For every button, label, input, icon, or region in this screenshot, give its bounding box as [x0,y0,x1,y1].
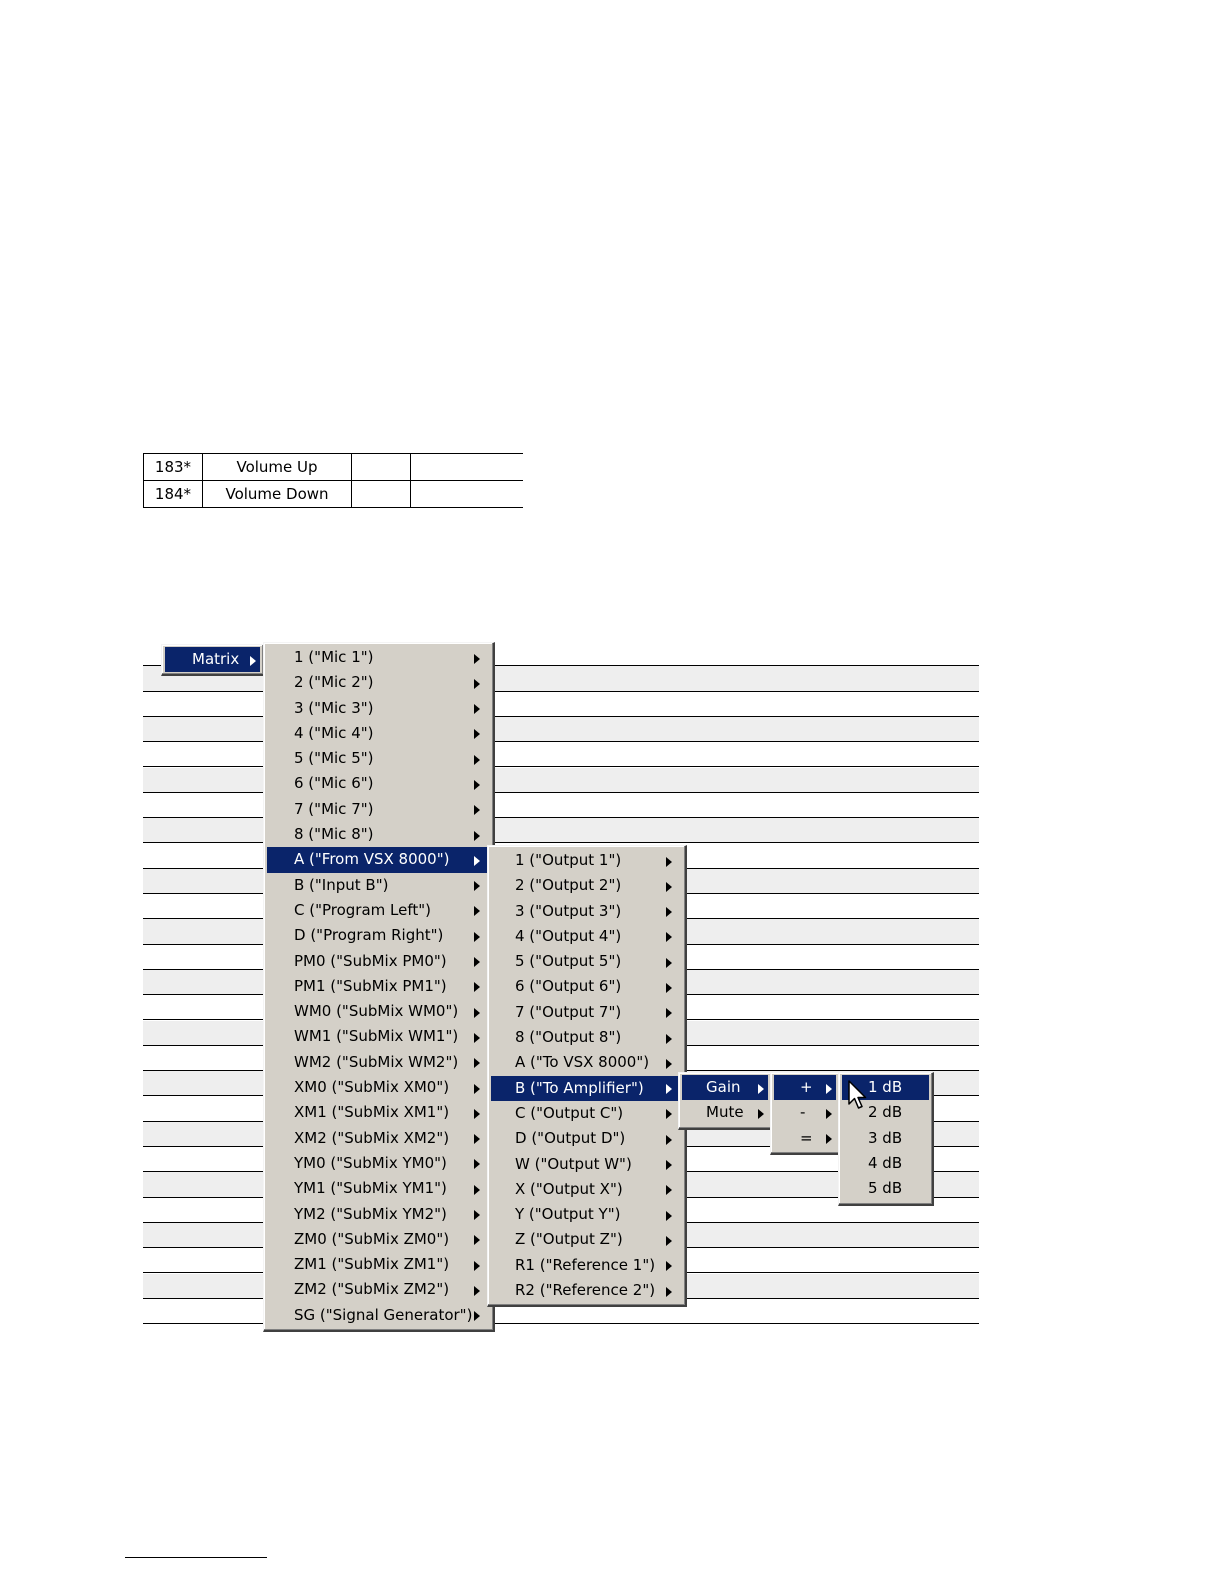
submenu-arrow-icon [666,1135,672,1145]
menu-item[interactable] [267,1075,490,1100]
submenu-arrow-icon [474,780,480,790]
submenu-arrow-icon [474,1033,480,1043]
parameter-menu [678,1072,773,1130]
table-row [144,481,524,508]
menu-item[interactable] [842,1151,929,1176]
submenu-arrow-icon [666,1160,672,1170]
menu-item[interactable] [774,1126,836,1151]
menu-item-label: 1 ("Mic 1") [294,648,374,666]
submenu-arrow-icon [474,1109,480,1119]
menu-item-label: - [800,1103,806,1122]
submenu-arrow-icon [666,1287,672,1297]
submenu-arrow-icon [826,1134,832,1144]
menu-item[interactable] [491,899,682,924]
command-table [143,453,523,508]
menu-item-label: + [800,1078,813,1096]
submenu-arrow-icon [474,1311,480,1321]
command-label: Volume Up [203,454,352,481]
footnote-separator [125,1557,267,1558]
menu-item-label: D ("Output D") [515,1129,626,1148]
submenu-arrow-icon [666,958,672,968]
submenu-arrow-icon [474,1008,480,1018]
submenu-arrow-icon [474,881,480,891]
menu-item-label: 4 ("Mic 4") [294,723,374,742]
input-channel-menu [263,642,495,1332]
menu-item[interactable] [267,1176,490,1201]
menu-item[interactable] [842,1176,929,1201]
menu-item-label: Gain [706,1078,741,1096]
menu-item-label: R2 ("Reference 2") [515,1281,656,1300]
menu-item[interactable] [267,898,490,923]
menu-item[interactable] [267,670,490,695]
submenu-arrow-icon [474,1286,480,1296]
menu-item-label: 2 dB [868,1103,903,1122]
menu-item-label: WM0 ("SubMix WM0") [294,1002,459,1021]
menu-item-label: SG ("Signal Generator") [294,1305,473,1324]
menu-item[interactable] [842,1126,929,1151]
menu-item[interactable] [491,873,682,898]
operator-menu [770,1072,841,1155]
menu-item[interactable] [491,974,682,999]
menu-item-label: YM0 ("SubMix YM0") [294,1153,447,1172]
menu-item[interactable] [491,1126,682,1151]
submenu-arrow-icon [826,1084,832,1094]
command-code: 184* [144,481,203,508]
menu-item[interactable] [491,1050,682,1075]
mouse-pointer-icon [848,1080,870,1112]
submenu-arrow-icon [666,882,672,892]
menu-item[interactable] [267,847,490,872]
submenu-arrow-icon [474,805,480,815]
submenu-arrow-icon [474,679,480,689]
submenu-arrow-icon [666,1211,672,1221]
submenu-arrow-icon [474,1084,480,1094]
menu-item-label: 2 ("Output 2") [515,876,622,895]
submenu-arrow-icon [666,983,672,993]
menu-item[interactable] [267,1024,490,1049]
submenu-arrow-icon [666,932,672,942]
submenu-arrow-icon [474,932,480,942]
menu-item-label: 3 dB [868,1128,903,1147]
menu-item[interactable] [267,1126,490,1151]
submenu-arrow-icon [474,704,480,714]
menu-item-label: Matrix [192,650,240,668]
submenu-arrow-icon [826,1109,832,1119]
menu-item[interactable] [165,647,260,672]
menu-item[interactable] [267,1227,490,1252]
menu-item[interactable] [267,1050,490,1075]
menu-item[interactable] [491,924,682,949]
menu-item-label: A ("To VSX 8000") [515,1053,650,1072]
menu-item[interactable] [267,949,490,974]
menu-item[interactable] [491,1177,682,1202]
menu-item-label: 4 ("Output 4") [515,926,622,945]
menu-item[interactable] [267,746,490,771]
menu-item-label: 4 dB [868,1153,903,1172]
submenu-arrow-icon [666,1008,672,1018]
menu-item-label: WM1 ("SubMix WM1") [294,1027,459,1046]
menu-item[interactable] [267,721,490,746]
menu-item[interactable] [267,1303,490,1328]
submenu-arrow-icon [474,1159,480,1169]
menu-item[interactable] [267,1151,490,1176]
menu-item-label: PM0 ("SubMix PM0") [294,951,447,970]
submenu-arrow-icon [474,831,480,841]
menu-item[interactable] [491,1253,682,1278]
submenu-arrow-icon [758,1084,764,1094]
menu-item[interactable] [491,949,682,974]
menu-item-label: 8 ("Output 8") [515,1028,622,1047]
menu-item-label: ZM1 ("SubMix ZM1") [294,1255,450,1274]
submenu-arrow-icon [474,1185,480,1195]
menu-item[interactable] [267,974,490,999]
menu-item[interactable] [267,771,490,796]
menu-item-label: D ("Program Right") [294,926,444,945]
menu-item-label: WM2 ("SubMix WM2") [294,1052,459,1071]
menu-item[interactable] [491,848,682,873]
submenu-arrow-icon [474,1210,480,1220]
submenu-arrow-icon [758,1109,764,1119]
menu-item[interactable] [267,873,490,898]
menu-item-label: XM0 ("SubMix XM0") [294,1078,450,1097]
submenu-arrow-icon [666,857,672,867]
submenu-arrow-icon [666,1084,672,1094]
menu-item-label: W ("Output W") [515,1154,632,1173]
menu-item-label: 2 ("Mic 2") [294,673,374,692]
menu-item-label: = [800,1128,813,1147]
menu-item-label: YM2 ("SubMix YM2") [294,1204,447,1223]
submenu-arrow-icon [666,1034,672,1044]
submenu-arrow-icon [474,654,480,664]
submenu-arrow-icon [474,1058,480,1068]
menu-item-label: Y ("Output Y") [515,1205,621,1224]
menu-item[interactable] [267,822,490,847]
command-code: 183* [144,454,203,481]
menu-item[interactable] [267,1202,490,1227]
root-menu [161,644,265,676]
menu-item-label: 3 ("Output 3") [515,901,622,920]
submenu-arrow-icon [666,1059,672,1069]
menu-item[interactable] [267,1252,490,1277]
table-row [144,454,524,481]
submenu-arrow-icon [474,957,480,967]
menu-item-label: 1 dB [868,1078,903,1096]
menu-item-label: B ("Input B") [294,875,389,894]
menu-item[interactable] [491,1101,682,1126]
menu-item-label: 5 dB [868,1179,903,1198]
menu-item-label: YM1 ("SubMix YM1") [294,1179,447,1198]
menu-item[interactable] [774,1100,836,1125]
submenu-arrow-icon [474,906,480,916]
submenu-arrow-icon [474,1235,480,1245]
submenu-arrow-icon [250,656,256,666]
menu-item-label: 5 ("Mic 5") [294,749,374,768]
menu-item[interactable] [491,1025,682,1050]
submenu-arrow-icon [666,1236,672,1246]
output-channel-menu [487,845,687,1307]
menu-item[interactable] [267,797,490,822]
submenu-arrow-icon [474,755,480,765]
submenu-arrow-icon [474,729,480,739]
submenu-arrow-icon [474,1134,480,1144]
menu-item[interactable] [682,1075,768,1100]
submenu-arrow-icon [666,1109,672,1119]
command-cell [352,481,411,508]
menu-item-label: B ("To Amplifier") [515,1078,644,1097]
menu-item-label: 1 ("Output 1") [515,851,622,869]
command-label: Volume Down [203,481,352,508]
menu-item-label: ZM2 ("SubMix ZM2") [294,1280,450,1299]
submenu-arrow-icon [666,1261,672,1271]
menu-item-label: ZM0 ("SubMix ZM0") [294,1229,450,1248]
menu-item[interactable] [267,923,490,948]
menu-item-label: C ("Output C") [515,1103,624,1122]
menu-item[interactable] [774,1075,836,1100]
menu-item-label: 7 ("Output 7") [515,1002,622,1021]
menu-item-label: A ("From VSX 8000") [294,850,450,869]
menu-item-label: XM2 ("SubMix XM2") [294,1128,450,1147]
command-cell [411,481,524,508]
menu-item[interactable] [267,696,490,721]
menu-item[interactable] [267,1100,490,1125]
menu-item-label: 8 ("Mic 8") [294,825,374,844]
menu-item-label: 6 ("Output 6") [515,977,622,996]
submenu-arrow-icon [666,907,672,917]
menu-item[interactable] [491,1227,682,1252]
submenu-arrow-icon [474,1261,480,1271]
menu-item-label: 7 ("Mic 7") [294,799,374,818]
menu-item-label: Mute [706,1103,744,1122]
menu-item[interactable] [267,999,490,1024]
menu-item[interactable] [267,645,490,670]
menu-item-label: R1 ("Reference 1") [515,1255,656,1274]
submenu-arrow-icon [474,856,480,866]
menu-item-label: X ("Output X") [515,1179,623,1198]
menu-item[interactable] [491,1278,682,1303]
menu-item-label: C ("Program Left") [294,900,432,919]
submenu-arrow-icon [474,982,480,992]
submenu-arrow-icon [666,1185,672,1195]
menu-item[interactable] [682,1100,768,1125]
menu-item[interactable] [491,1000,682,1025]
menu-item[interactable] [491,1152,682,1177]
menu-item[interactable] [267,1277,490,1302]
command-cell [411,454,524,481]
menu-item[interactable] [491,1202,682,1227]
menu-item[interactable] [491,1076,682,1101]
menu-item-label: 6 ("Mic 6") [294,774,374,793]
command-cell [352,454,411,481]
menu-item-label: Z ("Output Z") [515,1230,623,1249]
menu-item-label: PM1 ("SubMix PM1") [294,976,447,995]
menu-item-label: XM1 ("SubMix XM1") [294,1103,450,1122]
menu-item-label: 5 ("Output 5") [515,952,622,971]
menu-item-label: 3 ("Mic 3") [294,698,374,717]
